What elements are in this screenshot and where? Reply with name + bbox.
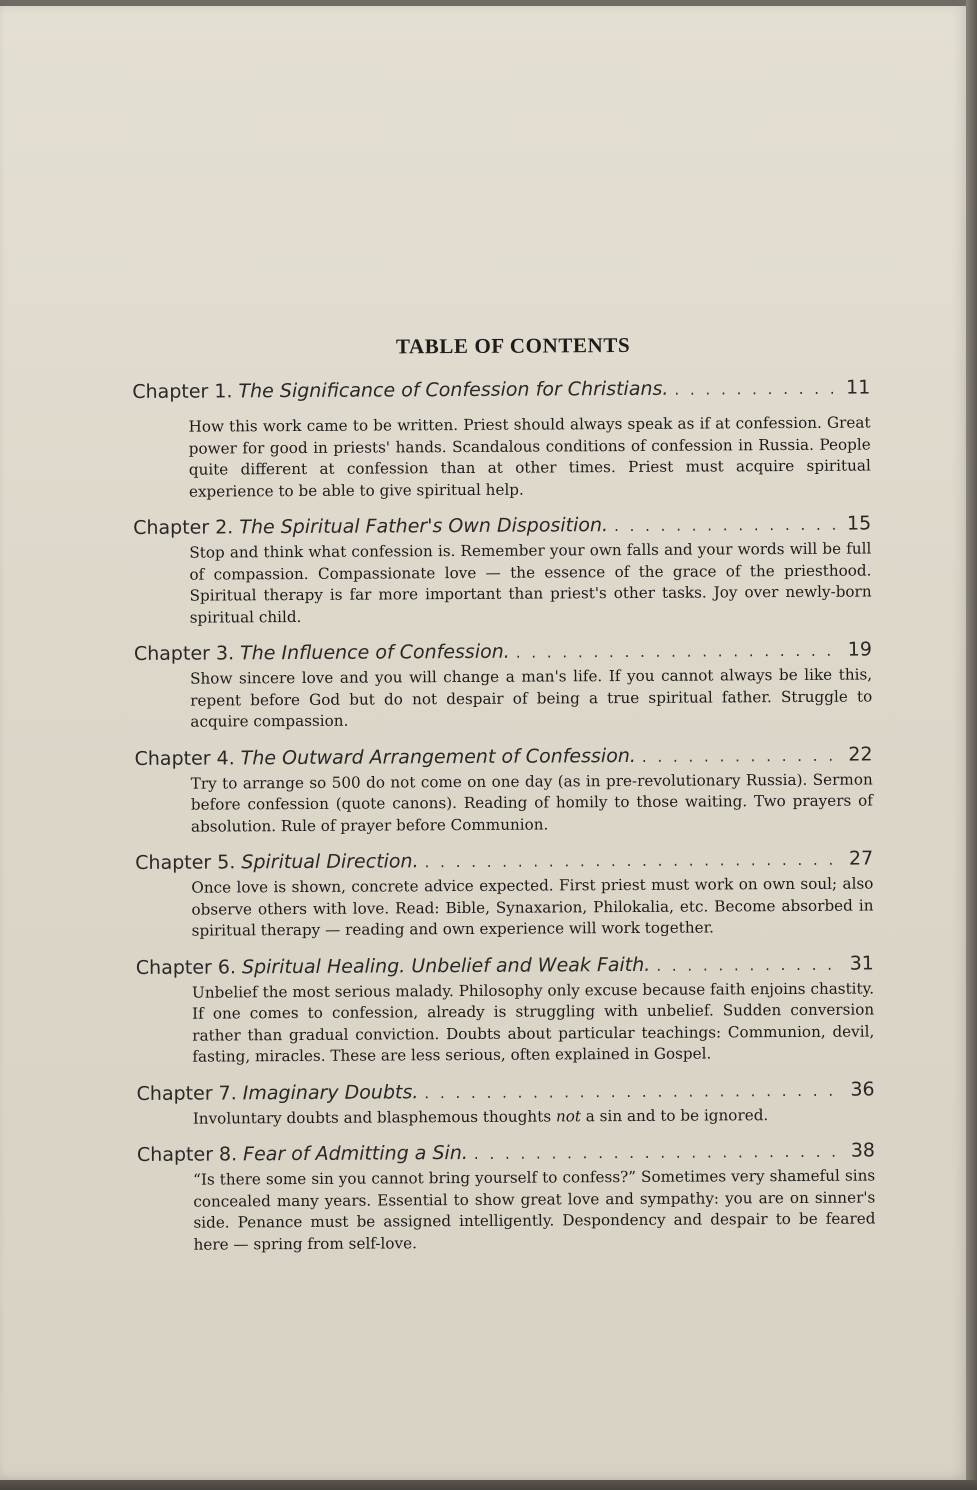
chapter-number: Chapter 6.: [135, 955, 237, 979]
chapter-page-number: 11: [846, 376, 871, 399]
chapter-number: Chapter 4.: [134, 746, 235, 770]
chapter-heading: [132, 376, 870, 403]
chapter-title: The Outward Arrangement of Confession.: [240, 744, 636, 769]
chapter-number: Chapter 5.: [135, 851, 236, 874]
chapter-heading: [135, 743, 873, 770]
toc-entry-chapter-7: [137, 1078, 875, 1130]
dot-leader: [474, 1143, 839, 1163]
chapter-page-number: 22: [848, 742, 873, 766]
toc-entry-chapter-5: [135, 847, 874, 942]
chapter-page-number: 31: [849, 951, 874, 975]
dot-leader: [425, 851, 838, 872]
chapter-number: Chapter 8.: [136, 1143, 238, 1166]
chapter-title: Spiritual Direction.: [241, 850, 419, 874]
chapter-heading: [137, 1078, 875, 1105]
chapter-number: Chapter 2.: [133, 516, 234, 539]
summary-text: a sin and to be ignored.: [580, 1105, 769, 1125]
book-edge-bottom: [0, 1480, 977, 1490]
chapter-summary: Stop and think what confession is. Remember your own falls and your words will be full of compassion. Compassionate love — the essence of the grace of the priesthood. Spiritual therapy is far more important than priest's other tasks. Joy over newly-born spiritual child.: [189, 539, 872, 627]
table-of-contents: [132, 331, 876, 1269]
chapter-title: Imaginary Doubts.: [242, 1080, 419, 1104]
chapter-title: The Influence of Confession.: [240, 640, 510, 665]
dot-leader: [424, 1081, 838, 1102]
chapter-summary: Show sincere love and you will change a man's life. If you cannot always be like this, repent before God but do not despair of being a true spiritual father. Struggle to acquire compassion.: [190, 665, 873, 731]
chapter-title: The Spiritual Father's Own Disposition.: [239, 514, 609, 539]
summary-emphasis: not: [555, 1106, 581, 1125]
chapter-heading: [133, 512, 871, 539]
chapter-page-number: 19: [847, 638, 872, 661]
book-edge-right: [966, 0, 977, 1490]
dot-leader: [642, 746, 837, 765]
chapter-heading: [136, 952, 874, 979]
chapter-number: Chapter 3.: [133, 642, 235, 665]
chapter-page-number: 38: [850, 1139, 876, 1162]
chapter-title: Fear of Admitting a Sin.: [243, 1141, 468, 1166]
chapter-title: The Significance of Confession for Christians.: [238, 377, 669, 403]
chapter-summary: [193, 1104, 875, 1130]
chapter-page-number: 15: [846, 512, 872, 535]
chapter-number: Chapter 7.: [136, 1081, 237, 1105]
toc-entry-chapter-3: [134, 638, 873, 733]
chapter-number: Chapter 1.: [132, 380, 233, 403]
chapter-heading: [134, 638, 872, 665]
toc-entry-chapter-1: [132, 376, 871, 503]
chapter-page-number: 36: [850, 1077, 875, 1101]
chapter-summary: Try to arrange so 500 do not come on one day (as in pre-revolutionary Russia). Sermon before confession (quote canons). Reading of homily to those waiting. Two prayers of absolution. Rule of prayer before Communion.: [190, 769, 873, 836]
dot-leader: [614, 516, 835, 535]
chapter-title: Spiritual Healing. Unbelief and Weak Faith.: [241, 953, 651, 978]
chapter-summary: Once love is shown, concrete advice expected. First priest must work on own soul; also observe others with love. Read: Bible, Synaxarion, Philokalia, etc. Become absorbed in spiritual therapy — reading and own experience will work together.: [191, 874, 874, 940]
summary-text: Involuntary doubts and blasphemous thoughts: [192, 1106, 556, 1128]
dot-leader: [516, 642, 836, 662]
chapter-heading: [135, 847, 873, 874]
chapter-summary: Unbelief the most serious malady. Philosophy only excuse because faith enjoins chastity. If one comes to confession, already is struggling with unbelief. Sudden conversion rather than gradual conviction. Doubts about particular teachings: Communion, devil, fasting, miracles. These are less serious, often explained in Gospel.: [191, 978, 875, 1066]
chapter-summary: “Is there some sin you cannot bring yourself to confess?” Sometimes very shameful sins concealed many years. Essential to show great love and sympathy: you are on sinner's side. Penance must be assigned intelligently. Despondency and despair to be feared here — spring from self-love.: [193, 1166, 876, 1254]
chapter-summary: How this work came to be written. Priest should always speak as if at confession. Great power for good in priests' hands. Scandalous conditions of confession in Russia. People quite different at confession than at other times. Priest must acquire spiritual experience to be able to give spiritual help.: [188, 413, 871, 501]
chapter-heading: [137, 1139, 875, 1166]
toc-entry-chapter-2: [133, 512, 872, 629]
toc-entry-chapter-8: [137, 1139, 876, 1256]
dot-leader: [674, 380, 834, 399]
book-page: [0, 6, 966, 1480]
toc-entry-chapter-4: [135, 743, 874, 838]
chapter-page-number: 27: [848, 847, 874, 870]
toc-entry-chapter-6: [136, 952, 875, 1069]
toc-title: TABLE OF CONTENTS: [395, 332, 631, 359]
dot-leader: [656, 955, 838, 974]
